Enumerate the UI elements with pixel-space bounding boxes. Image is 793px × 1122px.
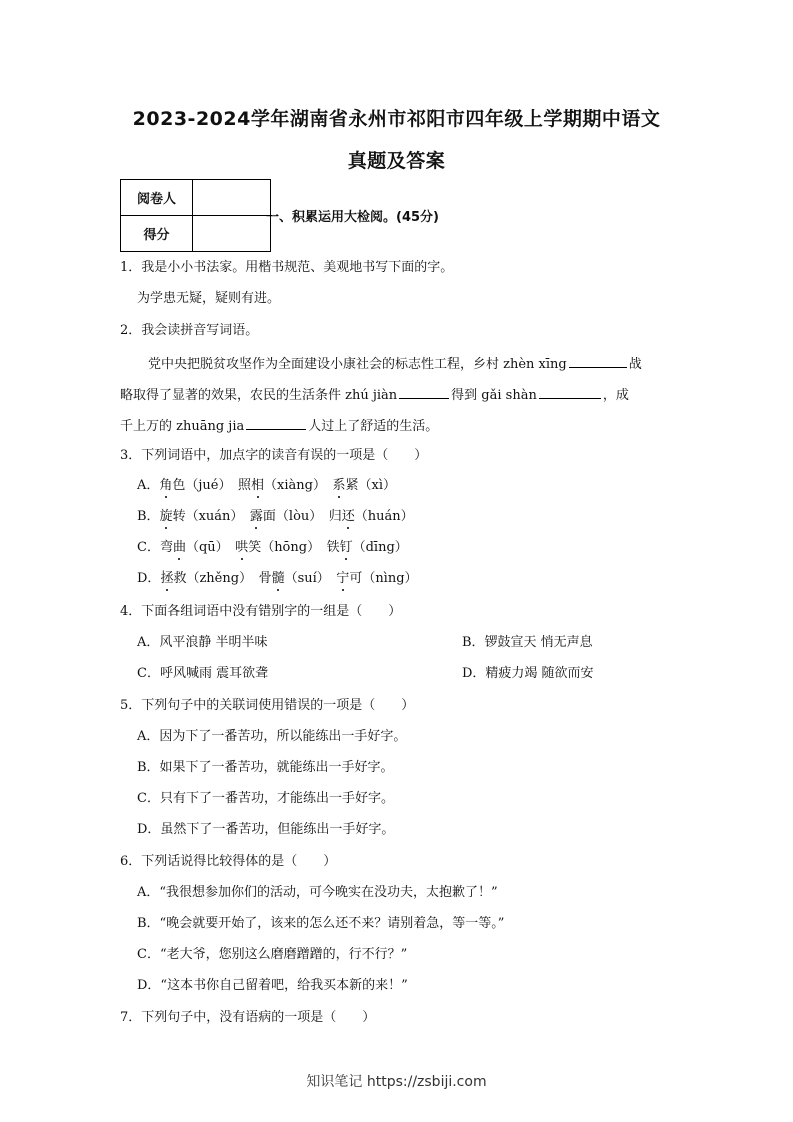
q2-text: ，成	[602, 388, 629, 403]
q3-option-b: B．旋转（xuán） 露面（lòu） 归还（huán）	[137, 509, 414, 524]
q6-option-a: A．“我很想参加你们的活动，可今晚实在没功夫，太抱歉了！”	[137, 885, 498, 900]
section-heading: 一、积累运用大检阅。(45分)	[266, 206, 439, 225]
q2-text: 略取得了显著的效果，农民的生活条件 zhú jiàn	[120, 388, 398, 403]
q5-option-b: B．如果下了一番苦功，就能练出一手好字。	[137, 760, 394, 775]
score-cell	[193, 216, 271, 252]
q4-option-b: B．锣鼓宣天 悄无声息	[462, 635, 593, 650]
q2-line3	[120, 415, 438, 436]
score-table	[120, 179, 271, 252]
q4-option-a: A．风平浪静 半明半味	[137, 635, 268, 650]
answer-blank[interactable]	[539, 384, 601, 399]
q5-stem: 5．下列句子中的关联词使用错误的一项是（ ）	[120, 698, 415, 713]
q3-option-d: D．拯救（zhěng） 骨髓（suí） 宁可（nìng）	[137, 571, 418, 586]
q4-option-d: D．精疲力竭 随欲而安	[462, 666, 594, 681]
q2-text: 战	[628, 357, 642, 372]
answer-blank[interactable]	[246, 415, 306, 430]
q1-stem: 1．我是小小书法家。用楷书规范、美观地书写下面的字。	[120, 260, 454, 275]
answer-blank[interactable]	[569, 353, 627, 368]
q5-option-d: D．虽然下了一番苦功，但能练出一手好字。	[137, 822, 395, 837]
q2-line2	[120, 384, 629, 405]
q6-stem: 6．下列话说得比较得体的是（ ）	[120, 854, 337, 869]
q6-option-c: C．“老大爷，您别这么磨磨蹭蹭的，行不行？”	[137, 947, 408, 962]
answer-blank[interactable]	[399, 384, 449, 399]
q1-text: 为学患无疑，疑则有进。	[137, 291, 281, 306]
q3-stem: 3．下列词语中，加点字的读音有误的一项是（ ）	[120, 448, 428, 463]
reviewer-cell	[193, 180, 271, 216]
q2-text: 党中央把脱贫攻坚作为全面建设小康社会的标志性工程，乡村 zhèn xīng	[148, 357, 567, 372]
q5-option-c: C．只有下了一番苦功，才能练出一手好字。	[137, 791, 394, 806]
q7-stem: 7．下列句子中，没有语病的一项是（ ）	[120, 1010, 376, 1025]
reviewer-label: 阅卷人	[121, 180, 193, 216]
q2-text: 得到 gǎi shàn	[451, 388, 537, 403]
q3-option-a: A．角色（jué） 照相（xiàng） 系紧（xì）	[137, 478, 396, 493]
q4-stem: 4．下面各组词语中没有错别字的一组是（ ）	[120, 604, 402, 619]
q4-option-c: C．呼风喊雨 震耳欲聋	[137, 666, 269, 681]
q6-option-b: B．“晚会就要开始了，该来的怎么还不来？请别着急，等一等。”	[137, 916, 505, 931]
footer-watermark[interactable]: 知识笔记 https://zsbiji.com	[306, 1074, 487, 1090]
q2-text: 人过上了舒适的生活。	[308, 419, 439, 434]
q2-line1	[148, 353, 642, 374]
q2-stem: 2．我会读拼音写词语。	[120, 323, 259, 338]
doc-title-line2: 真题及答案	[347, 150, 446, 172]
q6-option-d: D．“这本书你自己留着吧，给我买本新的来！”	[137, 978, 408, 993]
doc-title-line1: 2023-2024学年湖南省永州市祁阳市四年级上学期期中语文	[132, 108, 661, 130]
q3-option-c: C．弯曲（qū） 哄笑（hōng） 铁钉（dīng）	[137, 540, 408, 555]
q2-text: 千上万的 zhuāng jia	[120, 419, 245, 434]
score-label: 得分	[121, 216, 193, 252]
q5-option-a: A．因为下了一番苦功，所以能练出一手好字。	[137, 729, 407, 744]
